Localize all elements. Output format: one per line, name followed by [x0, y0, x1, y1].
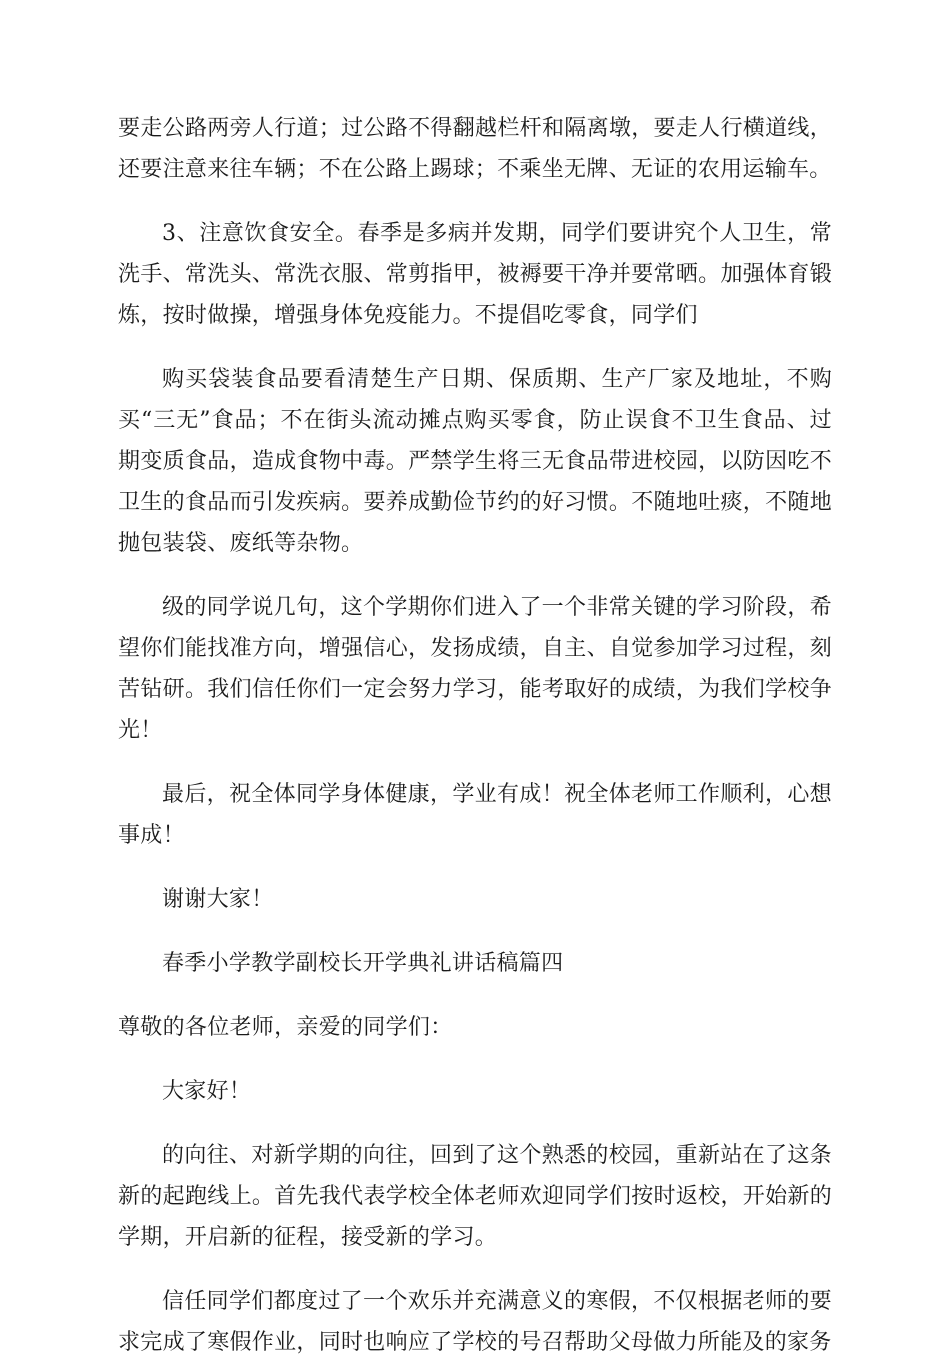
paragraph-packaged-food: 购买袋装食品要看清楚生产日期、保质期、生产厂家及地址，不购买“三无”食品；不在街头流动摊点购买零食，防止误食不卫生食品、过期变质食品，造成食物中毒。严禁学生将三无食品带进校园，以防因吃不卫生的食品而引发疾病。要养成勤俭节约的好习惯。不随地吐痰，不随地抛包装袋、废纸等杂物。	[118, 367, 832, 556]
paragraph-traffic-safety: 要走公路两旁人行道；过公路不得翻越栏杆和隔离墩，要走人行横道线，还要注意来往车辆；不在公路上踢球；不乘坐无牌、无证的农用运输车。	[118, 116, 832, 182]
paragraph-winter-vacation: 信任同学们都度过了一个欢乐并充满意义的寒假，不仅根据老师的要求完成了寒假作业，同时也响应了学校的号召帮助父母做力所能及的家务	[118, 1289, 832, 1355]
paragraph-thanks: 谢谢大家！	[162, 887, 274, 912]
salutation: 尊敬的各位老师，亲爱的同学们：	[118, 1015, 453, 1040]
section-title: 春季小学教学副校长开学典礼讲话稿篇四	[162, 951, 564, 976]
paragraph-food-safety: 3、注意饮食安全。春季是多病并发期，同学们要讲究个人卫生，常洗手、常洗头、常洗衣服、常剪指甲，被褥要干净并要常晒。加强体育锻炼，按时做操，增强身体免疫能力。不提倡吃零食，同学们	[118, 221, 832, 328]
greeting: 大家好！	[162, 1079, 252, 1104]
paragraph-new-semester: 的向往、对新学期的向往，回到了这个熟悉的校园，重新站在了这条新的起跑线上。首先我代表学校全体老师欢迎同学们按时返校，开始新的学期，开启新的征程，接受新的学习。	[118, 1143, 832, 1250]
paragraph-closing-wishes: 最后，祝全体同学身体健康，学业有成！祝全体老师工作顺利，心想事成！	[118, 782, 832, 848]
paragraph-grade-message: 级的同学说几句，这个学期你们进入了一个非常关键的学习阶段，希望你们能找准方向，增强信心，发扬成绩，自主、自觉参加学习过程，刻苦钻研。我们信任你们一定会努力学习，能考取好的成绩，为我们学校争光！	[118, 595, 832, 743]
